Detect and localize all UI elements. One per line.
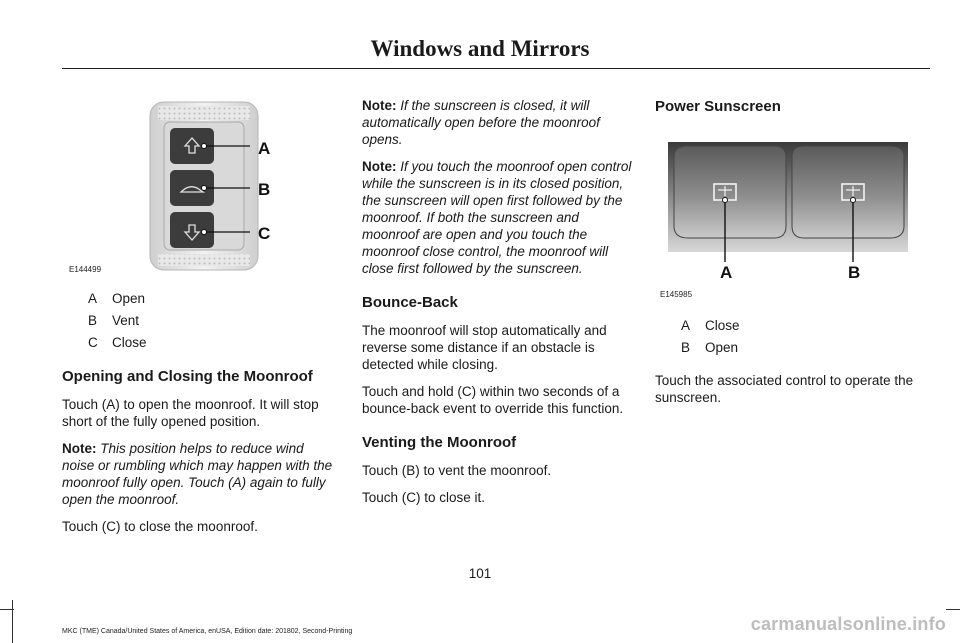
legend-value: Close <box>705 318 740 333</box>
watermark: carmanualsonline.info <box>750 614 946 634</box>
page-number: 101 <box>468 566 492 581</box>
legend-sunscreen <box>655 317 930 356</box>
note <box>362 158 632 277</box>
section-heading: Bounce-Back <box>362 294 458 311</box>
legend-value: Vent <box>112 313 140 328</box>
legend-key: C <box>88 335 98 350</box>
legend-moonroof <box>62 290 337 351</box>
section-heading: Venting the Moonroof <box>362 434 517 451</box>
legend-value: Close <box>112 335 147 350</box>
paragraph: Touch (A) to open the moonroof. It will stop short of the fully opened position. <box>62 397 319 429</box>
note <box>62 440 337 508</box>
section-heading: Opening and Closing the Moonroof <box>62 368 313 385</box>
paragraph: Touch (C) to close it. <box>362 490 486 505</box>
paragraph: Touch the associated control to operate the sunscreen. <box>655 373 914 405</box>
sunscreen-switch-illustration <box>668 142 908 287</box>
crop-mark <box>0 609 14 610</box>
header-divider <box>62 68 930 69</box>
paragraph: Touch (B) to vent the moonroof. <box>362 463 552 478</box>
crop-mark <box>946 609 960 610</box>
column-3 <box>655 97 930 126</box>
note-text: This position helps to reduce wind noise or rumbling which may happen with the moonroof fully open. Touch (A) again to fully open the moonroof. <box>62 441 333 507</box>
figure-moonroof-controls <box>62 96 302 276</box>
note-label: Note: <box>62 441 97 456</box>
paragraph: Touch and hold (C) within two seconds of a bounce-back event to override this function. <box>362 384 624 416</box>
paragraph: Touch (C) to close the moonroof. <box>62 519 258 534</box>
note-label: Note: <box>362 159 397 174</box>
footer-edition-text: MKC (TME) Canada/United States of America, enUSA, Edition date: 201802, Second-Printing <box>62 628 353 635</box>
note <box>362 97 632 148</box>
figure-id: E144499 <box>69 265 102 274</box>
column-1 <box>62 290 337 545</box>
column-3-body <box>655 317 930 416</box>
page-title: Windows and Mirrors <box>370 36 590 61</box>
crop-mark <box>12 600 13 643</box>
figure-sunscreen-controls <box>668 142 908 287</box>
figure-label-a: A <box>258 139 271 158</box>
note-text: If you touch the moonroof open control while the sunscreen is in its closed position, the sunscreen will open first followed by the moonroof. If both the sunscreen and moonroof are open and you touch the moonroof close control, the moonroof will close first followed by the sunscreen. <box>362 159 632 276</box>
figure-label-c: C <box>258 224 271 243</box>
legend-value: Open <box>705 340 739 355</box>
note-text: If the sunscreen is closed, it will automatically open before the moonroof opens. <box>362 98 600 147</box>
section-heading: Power Sunscreen <box>655 98 781 115</box>
legend-value: Open <box>112 291 146 306</box>
figure-label-b: B <box>848 263 861 282</box>
figure-label-b: B <box>258 180 271 199</box>
paragraph: The moonroof will stop automatically and reverse some distance if an obstacle is detected while closing. <box>362 323 607 372</box>
legend-key: A <box>681 318 691 333</box>
legend-key: A <box>88 291 98 306</box>
figure-label-a: A <box>720 263 733 282</box>
note-label: Note: <box>362 98 397 113</box>
column-2 <box>362 97 632 516</box>
legend-key: B <box>88 313 98 328</box>
legend-key: B <box>681 340 691 355</box>
figure-id: E145985 <box>660 290 693 299</box>
